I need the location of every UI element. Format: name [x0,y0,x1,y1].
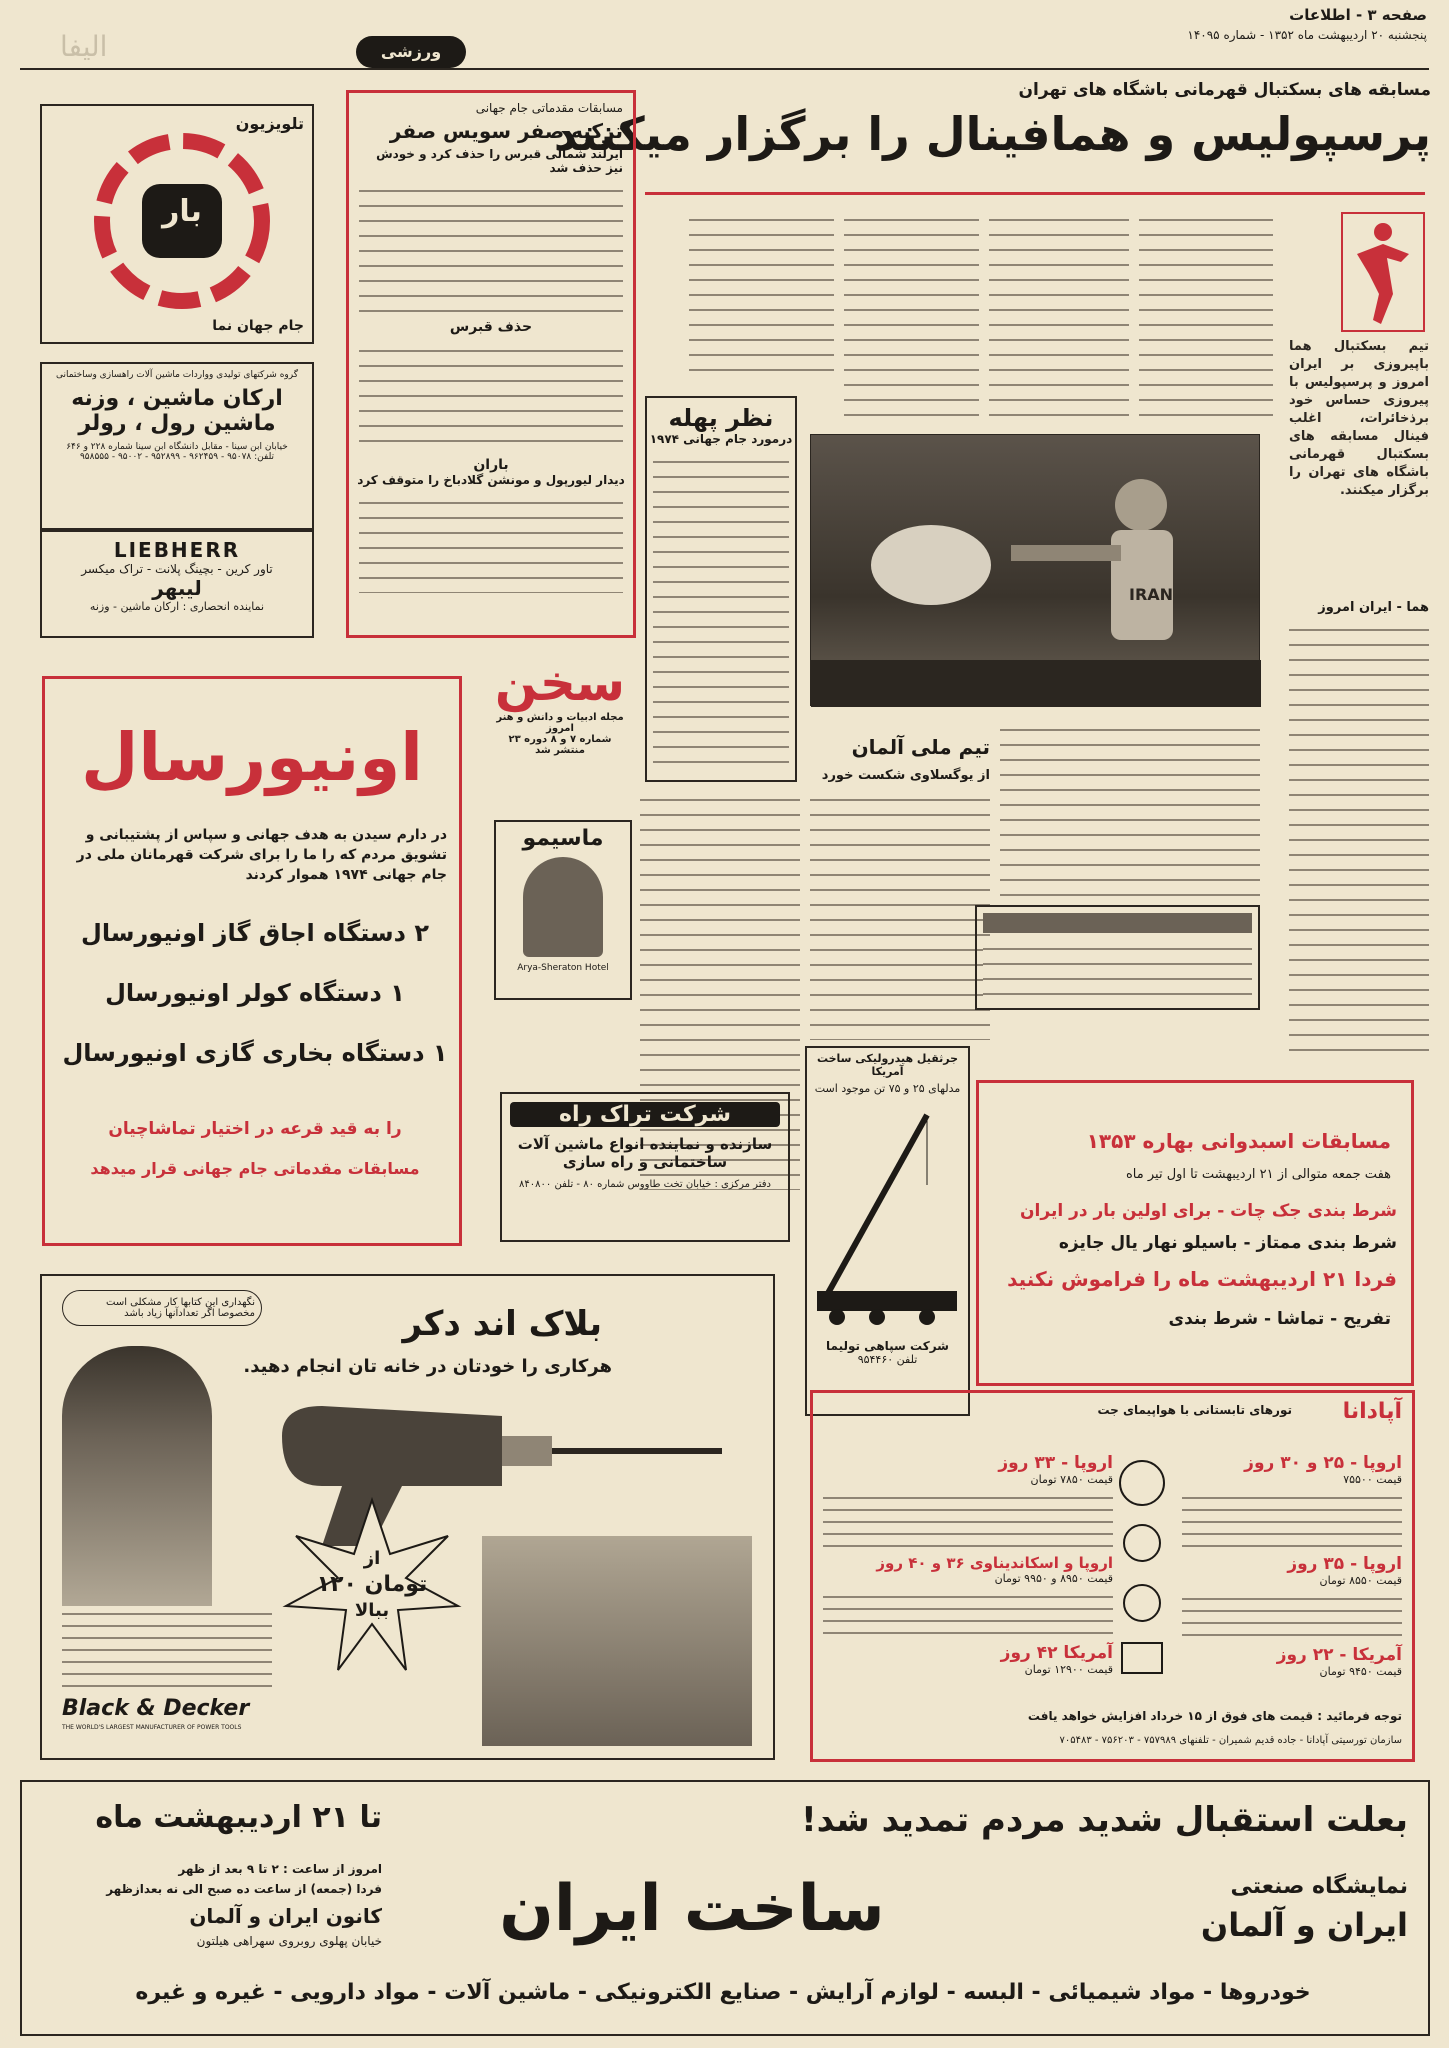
apadana-tour-1-price: قیمت ۷۸۵۰ تومان [1030,1473,1113,1486]
expo-org: کانون ایران و آلمان [189,1904,382,1928]
liebherr-ad [40,530,314,638]
section-label: ورزشی [356,36,466,68]
left-body-3 [359,493,623,593]
maydan-highlight: شرط بندی جک چات - برای اولین بار در ایران [1020,1201,1397,1221]
sokhan-status: منتشر شد [535,745,585,756]
apadana-tour-1: اروپا - ۳۳ روز [998,1453,1113,1473]
expo-kicker: نمایشگاه صنعتی [1230,1874,1408,1899]
left-sub-liverpool: دیدار لیورپول و مونشن گلادباخ را متوقف کرد [357,473,625,487]
black-decker-woman [62,1346,212,1646]
date-line: پنجشنبه ۲۰ اردیبهشت ماه ۱۳۵۲ - شماره ۱۴۰۹۵ [1187,28,1427,42]
nazar-title: نظر پهله [668,404,774,432]
left-article-box [346,90,636,638]
expo-hours2: فردا (جمعه) از ساعت ده صبح الی نه بعدازظهر [106,1882,382,1896]
lead-headline: پرسپولیس و همافینال را برگزار میکنند [553,107,1431,161]
apadana-tours-left [823,1453,1113,1676]
black-decker-ad [40,1274,775,1760]
apadana-desc: تورهای تابستانی با هواپیمای جت [1097,1403,1292,1417]
maximo-hotel: Arya-Sheraton Hotel [517,963,609,973]
universal-body: در دارم سیدن به هدف جهانی و سپاس از پشتیبانی و تشویق مردم که را ما را برای شرکت قهرمانان ملی در جام جهانی ۱۹۷۴ هموار کردند [76,827,447,883]
expo-date: تا ۲۱ اردیبهشت ماه [95,1800,382,1835]
airline-badges-icon [1112,1453,1172,1683]
universal-prize2: ۱ دستگاه کولر اونیورسال [105,979,405,1007]
arkan-address: خیابان ابن سینا - مقابل دانشگاه ابن سینا شماره ۲۲۸ و ۶۴۶ [66,442,288,452]
nazar-body [653,452,789,772]
black-decker-price-2: ۱۲۰ تومان [316,1572,428,1597]
asian-games-logo [1341,212,1425,332]
maximo-brand: ماسیمو [522,826,604,851]
apadana-tours-right [1182,1453,1402,1678]
lead-col-4 [844,210,979,420]
maximo-portrait [523,857,603,957]
apadana-note: توجه فرمائید : قیمت های فوق از ۱۵ خرداد افزایش خواهد یافت [1027,1709,1402,1723]
bar-tv-logo: بار [162,194,202,229]
trak-rah-line2: ساختمانی و راه سازی [562,1153,728,1171]
bar-tv-ad [40,104,314,344]
asian-games-icon [1343,214,1423,330]
liebherr-brand: LIEBHERR [113,538,241,562]
black-decker-price-3: ببالا [354,1600,390,1621]
apadana-ad [810,1390,1415,1762]
apadana-tour-0: اروپا - ۲۵ و ۳۰ روز [1244,1453,1402,1473]
apadana-seal [1112,1453,1172,1683]
black-decker-bubble: نگهداری این کتابها کار مشکلی است مخصوصا اگر تعدادآنها زیاد باشد [62,1290,262,1326]
universal-prize3: ۱ دستگاه بخاری گازی اونیورسال [62,1039,448,1067]
left-body-2 [359,341,623,451]
bar-tv-footer: جام جهان نما [212,318,304,334]
nazar-box [645,396,797,782]
black-decker-tagline: هرکاری را خودتان در خانه تان انجام دهید. [243,1356,612,1377]
crane-icon [807,1095,967,1335]
black-decker-slogan: THE WORLD'S LARGEST MANUFACTURER OF POWER TOOLS [62,1724,242,1731]
crane-phone: تلفن ۹۵۴۴۶۰ [857,1353,918,1366]
team-melli-headline: تیم ملی آلمان [851,735,990,759]
black-decker-price-1: از [363,1548,381,1569]
left-kicker: مسابقات مقدماتی جام جهانی [475,101,623,115]
maydan-reminder: فردا ۲۱ اردیبهشت ماه را فراموش نکنید [1007,1267,1397,1291]
arkan-ad [40,362,314,530]
lead-intro: تیم بسکتبال هما باپیروزی بر ایران امروز و پرسپولیس با پیروزی حساس خود برذخائرات، اغلب فینال مسابقه های بسکتبال قهرمانی باشگاه های تهران را برگزار میکنند. [1289,339,1429,498]
crane-models: مدلهای ۲۵ و ۷۵ تن موجود است [814,1082,961,1095]
expo-hours1: امروز از ساعت : ۲ تا ۹ بعد از ظهر [178,1862,382,1876]
faint-header: الیفا [60,30,108,63]
lead-col-5 [689,210,834,380]
lead-sub-homa: هما - ایران امروز [1318,600,1429,615]
expo-subtitle: ایران و آلمان [1200,1906,1408,1944]
apadana-tour-3-price: قیمت ۸۹۵۰ و ۹۹۵۰ تومان [994,1572,1113,1585]
expo-footer: خودروها - مواد شیمیائی - البسه - لوازم آرایش - صنایع الکترونیکی - ماشین آلات - مواد دارویی - غیره و غیره [135,1980,1311,2005]
right-mid-body [1000,720,1260,900]
universal-prize1: ۲ دستگاه اجاق گاز اونیورسال [81,919,429,947]
universal-brand: اونیورسال [81,719,423,796]
left-sub-rain: باران [473,457,509,473]
maydan-line2: شرط بندی ممتاز - باسیلو نهار یال جایزه [1058,1233,1397,1253]
apadana-footer: سازمان تورسیتی آپادانا - جاده قدیم شمیران - تلفنهای ۷۵۷۹۸۹ - ۷۵۶۲۰۳ - ۷۰۵۴۸۳ [1059,1735,1402,1746]
maydan-sub: هفت جمعه متوالی از ۲۱ اردیبهشت تا اول تیر ماه [1126,1167,1391,1182]
left-sub-cyprus: حذف قبرس [449,319,533,335]
maximo-ad [494,820,632,1000]
apadana-tour-4-price: قیمت ۹۴۵۰ تومان [1319,1665,1402,1678]
arkan-line1: ارکان ماشین ، وزنه [71,386,283,411]
notice-body [983,939,1252,999]
maydan-bottom: تفریح - تماشا - شرط بندی [1168,1309,1391,1329]
liebherr-line2: لیبهر [152,576,202,600]
bar-tv-title: تلویزیون [235,114,304,133]
black-decker-logo: Black & Decker [62,1696,250,1721]
crane-company: شرکت سپاهی تولیما [826,1339,949,1353]
expo-address: خیابان پهلوی روبروی سهراهی هیلتون [196,1934,382,1948]
lead-rule [645,192,1425,195]
liebherr-line3: نماینده انحصاری : ارکان ماشین - وزنه [89,600,265,613]
black-decker-side-text [62,1606,272,1696]
boxers-image [811,435,1261,707]
apadana-brand: آپادانا [1342,1399,1402,1424]
sokhan-logo: سخن [494,654,626,712]
arkan-line2: ماشین رول ، رولر [78,411,276,436]
photo-caption: IRAN [1129,585,1174,604]
apadana-tour-5-price: قیمت ۱۲۹۰۰ تومان [1024,1663,1113,1676]
lead-col-1 [1289,620,1429,1060]
arkan-top: گروه شرکتهای تولیدی وواردات ماشین آلات راهسازی وساختمانی [55,370,299,380]
crane-ad [805,1046,970,1416]
maydan-ad [976,1080,1414,1386]
universal-footer: مسابقات مقدماتی جام جهانی قرار میدهد [90,1159,420,1178]
expo-banner: بعلت استقبال شدید مردم تمدید شد! [801,1800,1408,1840]
apadana-tour-0-price: قیمت ۷۵۵۰۰ [1343,1473,1402,1486]
notice-banner [983,913,1252,933]
left-headline: ترکیه صفر سویس صفر [389,119,623,143]
black-decker-starburst [282,1496,462,1676]
team-melli-sub: از یوگسلاوی شکست خورد [821,768,990,783]
trak-rah-contact: دفتر مرکزی : خیابان تخت طاووس شماره ۸۰ - تلفن ۸۴۰۸۰۰ [519,1179,771,1190]
sokhan-ad [494,654,626,814]
apadana-tour-2: اروپا - ۳۵ روز [1287,1554,1402,1574]
universal-ad [42,676,462,1246]
universal-draw: را به قید قرعه در اختیار تماشاچیان [108,1119,402,1139]
maydan-notice [975,905,1260,1010]
left-body-1 [359,181,623,313]
nazar-sub: درمورد جام جهانی ۱۹۷۴ [649,432,793,446]
apadana-tour-3: اروپا و اسکاندیناوی ۳۶ و ۴۰ روز [876,1554,1113,1572]
black-decker-photo [482,1536,752,1746]
trak-rah-ad [500,1092,790,1242]
page-label: صفحه ۳ - اطلاعات [1289,6,1427,24]
apadana-tour-5: آمریکا ۴۲ روز [1000,1643,1113,1663]
expo-ad [20,1780,1430,2036]
arkan-phone: تلفن: ۹۵۰۷۸ - ۹۶۲۴۵۹ - ۹۵۲۸۹۹ - ۹۵۰۰۲ - ۹۵۸۵۵۵ [79,452,275,462]
left-subhead: ایرلند شمالی قبرس را حذف کرد و خودش نیز حذف شد [376,147,623,175]
lead-col-2 [1139,210,1273,420]
trak-rah-brand: شرکت تراک راه [510,1102,780,1127]
expo-title: ساخت ایران [499,1872,885,1946]
boxing-photo [810,434,1260,706]
sokhan-desc: مجله ادبیات و دانش و هنر امروز [496,712,624,734]
black-decker-headline: بلاک اند دکر [402,1304,602,1344]
maydan-title: مسابقات اسبدوانی بهاره ۱۳۵۳ [1086,1129,1391,1153]
trak-rah-line1: سازنده و نماینده انواع ماشین آلات [517,1135,773,1153]
crane-title: جرثقیل هیدرولیکی ساخت آمریکا [816,1052,959,1078]
sokhan-issue: شماره ۷ و ۸ دوره ۲۳ [508,734,612,745]
team-melli-body [810,790,990,1040]
liebherr-line1: تاور کرین - بچینگ پلانت - تراک میکسر [81,562,273,576]
apadana-tour-2-price: قیمت ۸۵۵۰ تومان [1319,1574,1402,1587]
lead-col-3 [989,210,1129,420]
apadana-tour-4: آمریکا - ۲۲ روز [1276,1645,1402,1665]
lead-kicker: مسابقه های بسکتبال قهرمانی باشگاه های تهران [1018,80,1431,100]
masthead-rule [20,68,1429,70]
